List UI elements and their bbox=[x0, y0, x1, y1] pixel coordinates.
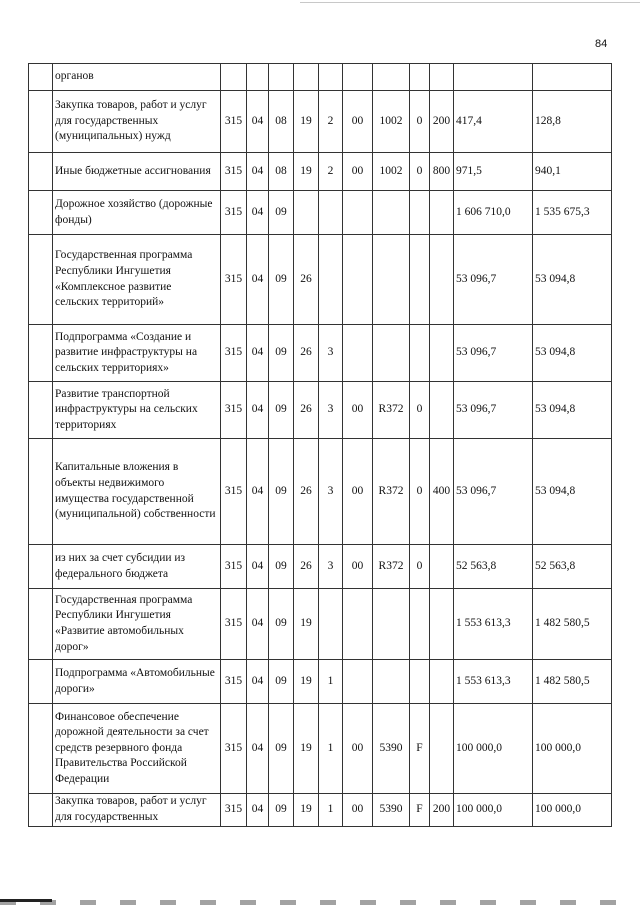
code-p3 bbox=[343, 589, 373, 660]
code-p1: 19 bbox=[294, 589, 319, 660]
amount-planned: 100 000,0 bbox=[454, 704, 533, 794]
code-p5 bbox=[410, 64, 430, 91]
code-p2 bbox=[319, 589, 343, 660]
code-p5: F bbox=[410, 794, 430, 827]
code-p5 bbox=[410, 235, 430, 325]
row-marker-cell bbox=[29, 64, 53, 91]
code-p2 bbox=[319, 64, 343, 91]
row-name: из них за счет субсидии из федерального бюджета bbox=[53, 545, 221, 589]
code-p4 bbox=[373, 325, 410, 382]
code-p1: 19 bbox=[294, 794, 319, 827]
code-p3 bbox=[343, 325, 373, 382]
amount-executed: 52 563,8 bbox=[533, 545, 612, 589]
row-marker-cell bbox=[29, 545, 53, 589]
code-vr bbox=[430, 325, 454, 382]
code-gr: 315 bbox=[221, 382, 247, 439]
code-p3 bbox=[343, 660, 373, 704]
code-p1: 19 bbox=[294, 660, 319, 704]
row-marker-cell bbox=[29, 794, 53, 827]
code-p1: 26 bbox=[294, 382, 319, 439]
code-p1: 19 bbox=[294, 704, 319, 794]
code-pr: 09 bbox=[269, 660, 294, 704]
code-rz: 04 bbox=[247, 153, 269, 191]
code-gr: 315 bbox=[221, 325, 247, 382]
code-p4: 1002 bbox=[373, 91, 410, 153]
code-pr: 09 bbox=[269, 191, 294, 235]
code-p5 bbox=[410, 325, 430, 382]
code-p5 bbox=[410, 191, 430, 235]
row-name: органов bbox=[53, 64, 221, 91]
amount-planned bbox=[454, 64, 533, 91]
code-p4 bbox=[373, 235, 410, 325]
table-row bbox=[29, 153, 612, 191]
amount-planned: 52 563,8 bbox=[454, 545, 533, 589]
scan-bottom-mark bbox=[0, 899, 52, 902]
amount-executed: 1 535 675,3 bbox=[533, 191, 612, 235]
amount-planned: 53 096,7 bbox=[454, 382, 533, 439]
amount-planned: 53 096,7 bbox=[454, 325, 533, 382]
code-p3 bbox=[343, 64, 373, 91]
amount-executed: 1 482 580,5 bbox=[533, 660, 612, 704]
code-vr bbox=[430, 382, 454, 439]
row-name: Подпрограмма «Создание и развитие инфраструктуры на сельских территориях» bbox=[53, 325, 221, 382]
code-pr: 08 bbox=[269, 153, 294, 191]
scan-top-rule bbox=[300, 2, 640, 3]
row-name: Государственная программа Республики Ингушетия «Комплексное развитие сельских территорий» bbox=[53, 235, 221, 325]
code-gr: 315 bbox=[221, 91, 247, 153]
row-name: Закупка товаров, работ и услуг для государственных bbox=[53, 794, 221, 827]
code-p1: 19 bbox=[294, 91, 319, 153]
row-name: Закупка товаров, работ и услуг для государственных (муниципальных) нужд bbox=[53, 91, 221, 153]
amount-planned: 1 553 613,3 bbox=[454, 660, 533, 704]
amount-executed: 53 094,8 bbox=[533, 325, 612, 382]
code-p5: 0 bbox=[410, 382, 430, 439]
code-p5: 0 bbox=[410, 153, 430, 191]
code-rz: 04 bbox=[247, 439, 269, 545]
code-p4 bbox=[373, 660, 410, 704]
code-pr: 09 bbox=[269, 704, 294, 794]
code-p1: 19 bbox=[294, 153, 319, 191]
code-p2 bbox=[319, 191, 343, 235]
amount-executed: 53 094,8 bbox=[533, 235, 612, 325]
code-vr bbox=[430, 191, 454, 235]
row-marker-cell bbox=[29, 704, 53, 794]
code-pr: 09 bbox=[269, 325, 294, 382]
row-name: Дорожное хозяйство (дорожные фонды) bbox=[53, 191, 221, 235]
code-rz: 04 bbox=[247, 91, 269, 153]
code-rz: 04 bbox=[247, 704, 269, 794]
code-vr: 800 bbox=[430, 153, 454, 191]
row-name: Иные бюджетные ассигнования bbox=[53, 153, 221, 191]
code-pr: 09 bbox=[269, 382, 294, 439]
code-pr bbox=[269, 64, 294, 91]
amount-planned: 53 096,7 bbox=[454, 439, 533, 545]
amount-executed: 100 000,0 bbox=[533, 704, 612, 794]
code-rz: 04 bbox=[247, 191, 269, 235]
code-vr bbox=[430, 235, 454, 325]
row-marker-cell bbox=[29, 325, 53, 382]
code-pr: 09 bbox=[269, 545, 294, 589]
code-p3: 00 bbox=[343, 704, 373, 794]
code-p4: R372 bbox=[373, 545, 410, 589]
table-row bbox=[29, 325, 612, 382]
table-row bbox=[29, 382, 612, 439]
code-rz: 04 bbox=[247, 589, 269, 660]
code-rz: 04 bbox=[247, 235, 269, 325]
code-p5: F bbox=[410, 704, 430, 794]
code-p2: 3 bbox=[319, 325, 343, 382]
table-row bbox=[29, 660, 612, 704]
code-p4: R372 bbox=[373, 439, 410, 545]
code-p3: 00 bbox=[343, 794, 373, 827]
amount-executed: 53 094,8 bbox=[533, 382, 612, 439]
code-p1: 26 bbox=[294, 235, 319, 325]
row-name: Государственная программа Республики Ингушетия «Развитие автомобильных дорог» bbox=[53, 589, 221, 660]
budget-table bbox=[28, 63, 612, 827]
amount-executed: 100 000,0 bbox=[533, 794, 612, 827]
code-p4 bbox=[373, 64, 410, 91]
amount-executed: 53 094,8 bbox=[533, 439, 612, 545]
code-p1: 26 bbox=[294, 545, 319, 589]
row-name: Подпрограмма «Автомобильные дороги» bbox=[53, 660, 221, 704]
code-vr bbox=[430, 545, 454, 589]
row-marker-cell bbox=[29, 235, 53, 325]
code-rz: 04 bbox=[247, 325, 269, 382]
code-gr bbox=[221, 64, 247, 91]
code-p3: 00 bbox=[343, 545, 373, 589]
table-row bbox=[29, 91, 612, 153]
code-p3 bbox=[343, 235, 373, 325]
code-p2: 2 bbox=[319, 153, 343, 191]
code-vr: 400 bbox=[430, 439, 454, 545]
scan-bottom-artifact bbox=[0, 900, 640, 905]
code-gr: 315 bbox=[221, 660, 247, 704]
row-marker-cell bbox=[29, 153, 53, 191]
code-p1 bbox=[294, 64, 319, 91]
code-p3: 00 bbox=[343, 382, 373, 439]
code-p5: 0 bbox=[410, 545, 430, 589]
table-row bbox=[29, 439, 612, 545]
code-p2 bbox=[319, 235, 343, 325]
code-p1: 26 bbox=[294, 325, 319, 382]
code-rz: 04 bbox=[247, 794, 269, 827]
code-p5: 0 bbox=[410, 439, 430, 545]
table-row bbox=[29, 794, 612, 827]
code-p4: 1002 bbox=[373, 153, 410, 191]
code-p5 bbox=[410, 589, 430, 660]
amount-planned: 417,4 bbox=[454, 91, 533, 153]
table-row bbox=[29, 545, 612, 589]
code-p2: 3 bbox=[319, 382, 343, 439]
code-p5 bbox=[410, 660, 430, 704]
table-row bbox=[29, 191, 612, 235]
code-p5: 0 bbox=[410, 91, 430, 153]
row-marker-cell bbox=[29, 91, 53, 153]
code-p4: R372 bbox=[373, 382, 410, 439]
code-p2: 2 bbox=[319, 91, 343, 153]
code-pr: 09 bbox=[269, 235, 294, 325]
code-pr: 08 bbox=[269, 91, 294, 153]
code-gr: 315 bbox=[221, 235, 247, 325]
code-p1 bbox=[294, 191, 319, 235]
code-gr: 315 bbox=[221, 794, 247, 827]
row-name: Финансовое обеспечение дорожной деятельности за счет средств резервного фонда Правительства Российской Федерации bbox=[53, 704, 221, 794]
code-gr: 315 bbox=[221, 589, 247, 660]
code-vr: 200 bbox=[430, 794, 454, 827]
code-vr: 200 bbox=[430, 91, 454, 153]
code-vr bbox=[430, 660, 454, 704]
code-p3: 00 bbox=[343, 153, 373, 191]
code-p4: 5390 bbox=[373, 704, 410, 794]
code-vr bbox=[430, 704, 454, 794]
code-p3: 00 bbox=[343, 439, 373, 545]
row-marker-cell bbox=[29, 589, 53, 660]
code-pr: 09 bbox=[269, 439, 294, 545]
code-p4 bbox=[373, 589, 410, 660]
code-p3 bbox=[343, 191, 373, 235]
amount-executed: 940,1 bbox=[533, 153, 612, 191]
table-row bbox=[29, 235, 612, 325]
code-p2: 1 bbox=[319, 704, 343, 794]
code-p2: 3 bbox=[319, 545, 343, 589]
code-p2: 1 bbox=[319, 794, 343, 827]
amount-executed: 128,8 bbox=[533, 91, 612, 153]
code-p1: 26 bbox=[294, 439, 319, 545]
code-p3: 00 bbox=[343, 91, 373, 153]
code-vr bbox=[430, 64, 454, 91]
table-row bbox=[29, 64, 612, 91]
code-p4 bbox=[373, 191, 410, 235]
table-row bbox=[29, 704, 612, 794]
row-marker-cell bbox=[29, 191, 53, 235]
code-gr: 315 bbox=[221, 545, 247, 589]
code-gr: 315 bbox=[221, 153, 247, 191]
code-rz: 04 bbox=[247, 660, 269, 704]
table-row bbox=[29, 589, 612, 660]
row-name: Капитальные вложения в объекты недвижимого имущества государственной (муниципальной) собственности bbox=[53, 439, 221, 545]
code-p2: 1 bbox=[319, 660, 343, 704]
row-name: Развитие транспортной инфраструктуры на сельских территориях bbox=[53, 382, 221, 439]
code-p2: 3 bbox=[319, 439, 343, 545]
amount-planned: 53 096,7 bbox=[454, 235, 533, 325]
code-gr: 315 bbox=[221, 704, 247, 794]
code-vr bbox=[430, 589, 454, 660]
code-gr: 315 bbox=[221, 191, 247, 235]
code-pr: 09 bbox=[269, 589, 294, 660]
code-rz bbox=[247, 64, 269, 91]
amount-planned: 971,5 bbox=[454, 153, 533, 191]
amount-planned: 100 000,0 bbox=[454, 794, 533, 827]
code-pr: 09 bbox=[269, 794, 294, 827]
page-number: 84 bbox=[595, 38, 608, 50]
amount-executed bbox=[533, 64, 612, 91]
code-rz: 04 bbox=[247, 382, 269, 439]
code-gr: 315 bbox=[221, 439, 247, 545]
amount-planned: 1 606 710,0 bbox=[454, 191, 533, 235]
row-marker-cell bbox=[29, 382, 53, 439]
row-marker-cell bbox=[29, 660, 53, 704]
row-marker-cell bbox=[29, 439, 53, 545]
amount-planned: 1 553 613,3 bbox=[454, 589, 533, 660]
code-p4: 5390 bbox=[373, 794, 410, 827]
amount-executed: 1 482 580,5 bbox=[533, 589, 612, 660]
code-rz: 04 bbox=[247, 545, 269, 589]
